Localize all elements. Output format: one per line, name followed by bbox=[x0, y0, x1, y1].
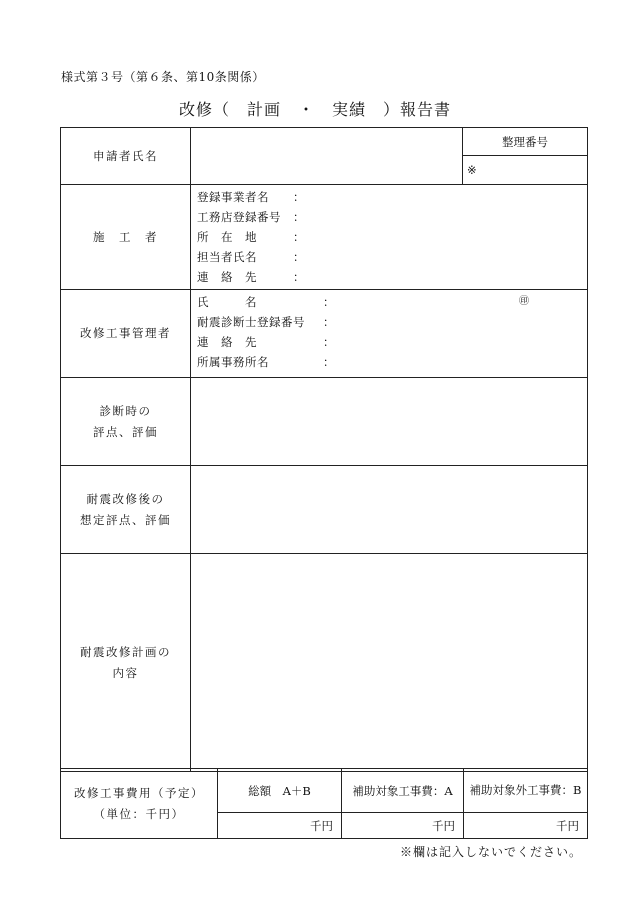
nonsubsidy-amount-field[interactable]: 千円 bbox=[464, 813, 588, 839]
manager-label: 改修工事管理者 bbox=[61, 290, 191, 378]
contractor-field-row: 連 絡 先 ： bbox=[197, 270, 305, 284]
subsidy-label: 補助対象工事費：A bbox=[342, 769, 464, 813]
contractor-fields[interactable] bbox=[191, 185, 588, 290]
contractor-field-row: 所 在 地 ： bbox=[197, 230, 305, 244]
total-amount-field[interactable]: 千円 bbox=[218, 813, 342, 839]
diagnosis-field[interactable] bbox=[191, 378, 588, 466]
plan-content-label: 耐震改修計画の 内容 bbox=[61, 554, 191, 772]
seiri-number-field: ※ bbox=[463, 156, 588, 185]
contractor-field-row: 工務店登録番号 ： bbox=[197, 210, 305, 224]
applicant-label: 申請者氏名 bbox=[61, 128, 191, 185]
form-number: 様式第３号（第６条、第10条関係） bbox=[61, 70, 265, 84]
after-repair-label: 耐震改修後の 想定評点、評価 bbox=[61, 466, 191, 554]
manager-fields[interactable] bbox=[191, 290, 588, 378]
applicant-name-field[interactable] bbox=[191, 128, 463, 185]
contractor-label: 施 工 者 bbox=[61, 185, 191, 290]
manager-field-row: 連 絡 先 ： bbox=[197, 335, 335, 349]
seiri-number-label: 整理番号 bbox=[463, 128, 588, 156]
seal-mark: ㊞ bbox=[519, 296, 529, 307]
after-repair-field[interactable] bbox=[191, 466, 588, 554]
manager-field-row: 氏 名 ： ㊞ bbox=[197, 292, 581, 312]
total-label: 総額 A＋B bbox=[218, 769, 342, 813]
nonsubsidy-label: 補助対象外工事費：B bbox=[464, 769, 588, 813]
diagnosis-label: 診断時の 評点、評価 bbox=[61, 378, 191, 466]
cost-table bbox=[60, 768, 588, 839]
manager-field-row: 所属事務所名 ： bbox=[197, 355, 335, 369]
footnote: ※欄は記入しないでください。 bbox=[399, 845, 582, 859]
contractor-field-row: 登録事業者名 ： bbox=[197, 190, 305, 204]
contractor-field-row: 担当者氏名 ： bbox=[197, 250, 305, 264]
manager-field-row: 耐震診断士登録番号 ： bbox=[197, 315, 335, 329]
cost-label: 改修工事費用（予定） （単位：千円） bbox=[61, 769, 218, 839]
subsidy-amount-field[interactable]: 千円 bbox=[342, 813, 464, 839]
page-title: 改修（ 計画 ・ 実績 ）報告書 bbox=[178, 100, 451, 119]
report-table bbox=[60, 127, 588, 772]
plan-content-field[interactable] bbox=[191, 554, 588, 772]
